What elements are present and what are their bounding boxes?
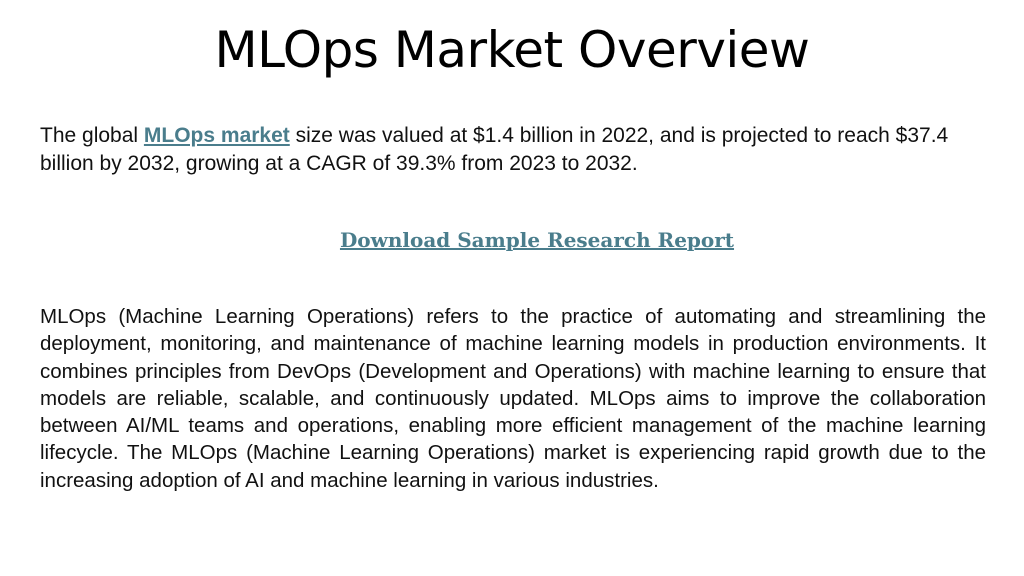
mlops-market-link[interactable]: MLOps market — [143, 124, 290, 147]
intro-text-after: size was valued at $1.4 billion in 2022, and is projected to reach $37.4 billion by 2032, growing at a CAGR of 39.3% from 2023 to 2032. — [40, 124, 949, 175]
page-title: MLOps Market Overview — [214, 21, 810, 79]
body-paragraph: MLOps (Machine Learning Operations) refers to the practice of automating and streamlining the deployment, monitoring, and maintenance of machine learning models in production environments. It combines principles from DevOps (Development and Operations) with machine learning to ensure that models are reliable, scalable, and continuously updated. MLOps aims to improve the collaboration between AI/ML teams and operations, enabling more efficient management of the machine learning lifecycle. The MLOps (Machine Learning Operations) market is experiencing rapid growth due to the increasing adoption of AI and machine learning in various industries. — [40, 305, 986, 492]
intro-paragraph — [40, 122, 986, 178]
download-sample-report-link[interactable]: Download Sample Research Report — [339, 228, 735, 252]
intro-text-before: The global — [40, 124, 144, 147]
